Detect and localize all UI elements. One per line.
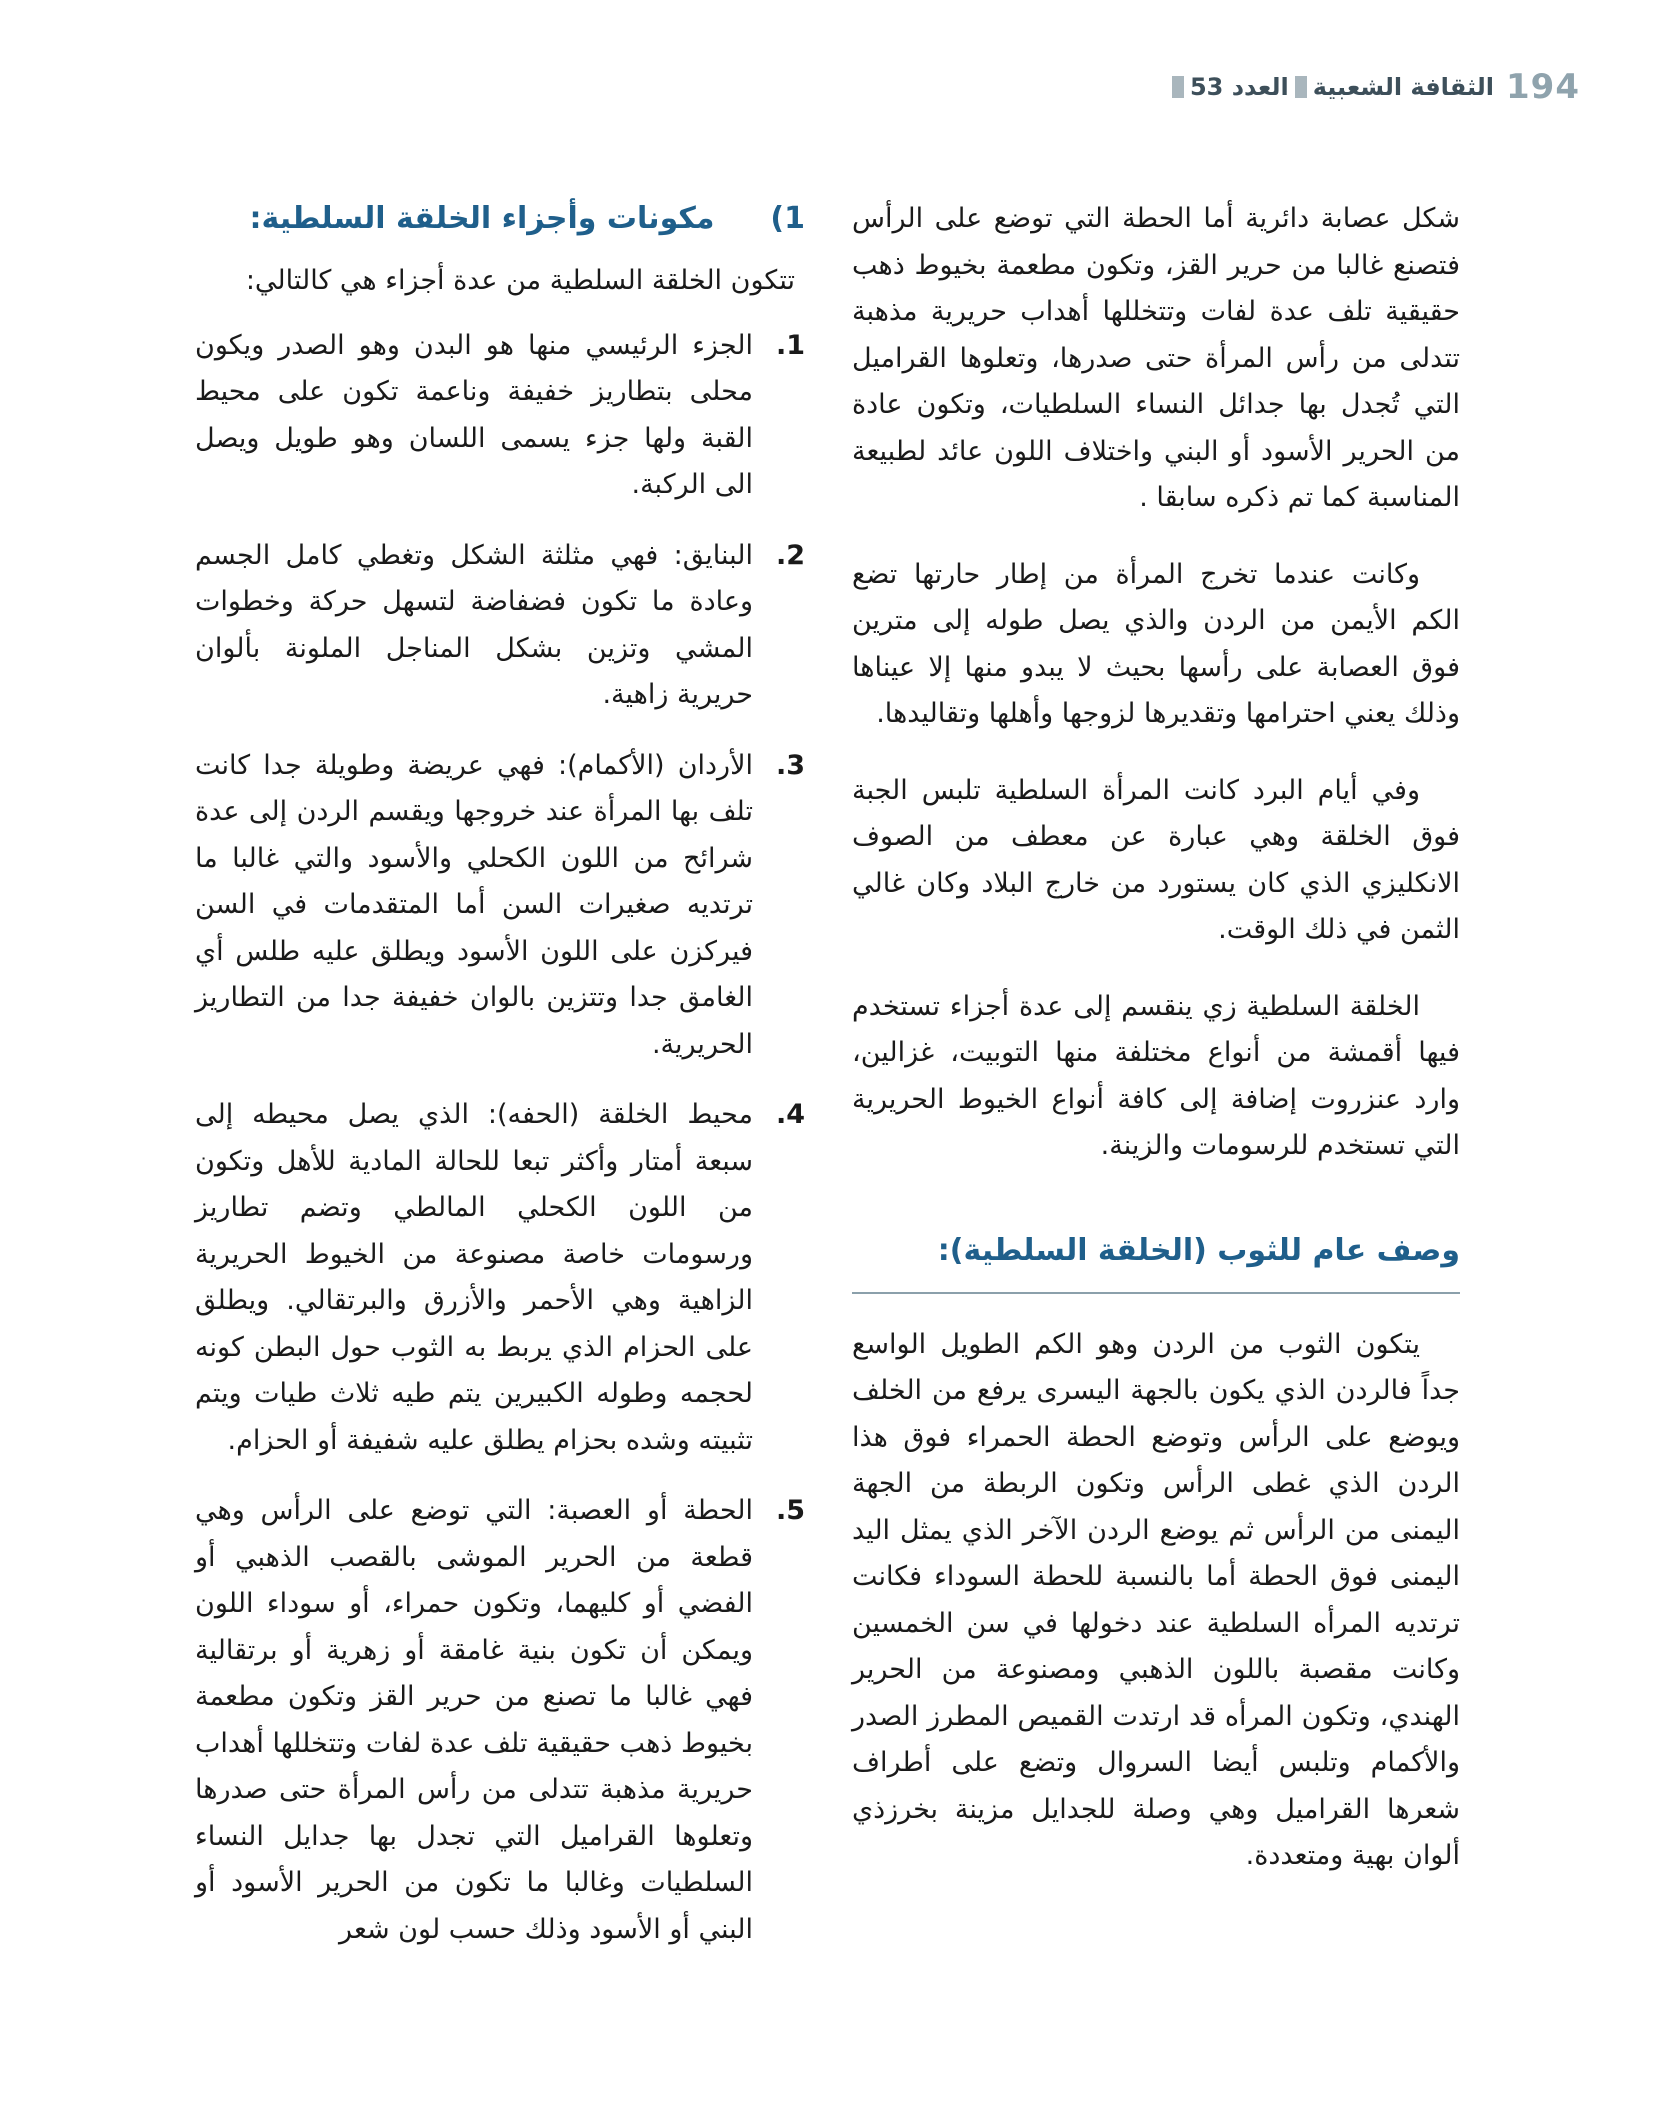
item-text: الأردان (الأكمام): فهي عريضة وطويلة جدا كانت تلف بها المرأة عند خروجها ويقسم الردن إلى عدة شرائح من اللون الكحلي والأسود والتي غالبا ما ترتديه صغيرات السن أما المتقدمات في السن فيركزن على اللون الأسود ويطلق عليه طلس أي الغامق جدا وتتزين بالوان خفيفة جدا من التطاريز الحريرية. <box>195 749 753 1060</box>
parts-list <box>195 323 805 1954</box>
item-text: الجزء الرئيسي منها هو البدن وهو الصدر ويكون محلى بتطاريز خفيفة وناعمة تكون على محيط القبة ولها جزء يسمى اللسان وهو طويل ويصل الى الركبة. <box>195 329 753 500</box>
list-item <box>195 323 805 509</box>
list-item <box>195 533 805 719</box>
item-number: 4. <box>775 1099 805 1130</box>
running-title <box>1172 73 1494 101</box>
issue-label: العدد 53 <box>1189 73 1289 101</box>
list-item <box>195 743 805 1069</box>
item-number: 1. <box>775 329 805 361</box>
item-number: 2. <box>775 539 805 571</box>
paragraph: شكل عصابة دائرية أما الحطة التي توضع على الرأس فتصنع غالبا من حرير القز، وتكون مطعمة بخيوط ذهب حقيقية تلف عدة لفات وتتخللها أهداب حريرية مذهبة تتدلى من رأس المرأة حتى صدرها، وتعلوها القراميل التي تُجدل بها جدائل النساء السلطيات، وتكون عادة من الحرير الأسود أو البني واختلاف اللون عائد لطبيعة المناسبة كما تم ذكره سابقا . <box>852 203 1460 513</box>
paragraph: وفي أيام البرد كانت المرأة السلطية تلبس الجبة فوق الخلقة وهي عبارة عن معطف من الصوف الانكليزي الذي كان يستورد من خارج البلاد وكان غالي الثمن في ذلك الوقت. <box>852 774 1460 945</box>
separator-square-icon <box>1172 76 1184 98</box>
description-paragraph: يتكون الثوب من الردن وهو الكم الطويل الواسع جداً فالردن الذي يكون بالجهة اليسرى يرفع من الخلف ويوضع على الرأس وتوضع الحطة الحمراء فوق هذا الردن الذي غطى الرأس وتكون الربطة من الجهة اليمنى من الرأس ثم يوضع الردن الآخر الذي يمثل اليد اليمنى فوق الحطة أما بالنسبة للحطة السوداء فكانت ترتديه المرأه السلطية عند دخولها في سن الخمسين وكانت مقصبة باللون الذهبي ومصنوعة من الحرير الهندي، وتكون المرأه قد ارتدت القميص المطرز الصدر والأكمام وتلبس أيضا السروال وتضع على أطراف شعرها القراميل وهي وصلة للجدايل مزينة بخرزذي ألوان بهية ومتعددة. <box>852 1328 1460 1871</box>
section-number: 1) <box>770 201 805 236</box>
section-heading: وصف عام للثوب (الخلقة السلطية): <box>937 1232 1460 1268</box>
list-item <box>195 1488 805 1953</box>
page-number: 194 <box>1506 67 1580 107</box>
paragraph: الخلقة السلطية زي ينقسم إلى عدة أجزاء تستخدم فيها أقمشة من أنواع مختلفة منها التوبيت، غزالين، وارد عنزروت إضافة إلى كافة أنواع الخيوط الحريرية التي تستخدم للرسومات والزينة. <box>852 990 1460 1161</box>
magazine-title: الثقافة الشعبية <box>1312 73 1495 101</box>
paragraph: وكانت عندما تخرج المرأة من إطار حارتها تضع الكم الأيمن من الردن والذي يصل طوله إلى مترين فوق العصابة على رأسها بحيث لا يبدو منها إلا عيناها وذلك يعني احترامها وتقديرها لزوجها وأهلها وتقاليدها. <box>852 558 1460 729</box>
left-column <box>195 196 805 1977</box>
running-header <box>1150 64 1580 110</box>
item-text: محيط الخلقة (الحفه): الذي يصل محيطه إلى سبعة أمتار وأكثر تبعا للحالة المادية للأهل وتكون من اللون الكحلي المالطي وتضم تطاريز ورسومات خاصة مصنوعة من الخيوط الحريرية الزاهية وهي الأحمر والأزرق والبرتقالي. ويطلق على الحزام الذي يربط به الثوب حول البطن كونه لحجمه وطوله الكبيرين يتم طيه ثلاث طيات ويتم تثبيته وشده بحزام يطلق عليه شفيفة أو الحزام. <box>195 1099 753 1456</box>
section-title-text: مكونات وأجزاء الخلقة السلطية: <box>249 201 715 236</box>
intro-paragraph: تتكون الخلقة السلطية من عدة أجزاء هي كالتالي: <box>245 265 795 296</box>
item-number: 3. <box>775 749 805 781</box>
separator-square-icon <box>1295 76 1307 98</box>
item-text: البنايق: فهي مثلثة الشكل وتغطي كامل الجسم وعادة ما تكون فضفاضة لتسهل حركة وخطوات المشي وتزين بشكل المناجل الملونة بألوان حريرية زاهية. <box>195 539 753 710</box>
list-item <box>195 1092 805 1464</box>
item-number: 5. <box>775 1495 805 1526</box>
heading-divider <box>852 1292 1460 1294</box>
section-title <box>195 196 805 242</box>
item-text: الحطة أو العصبة: التي توضع على الرأس وهي قطعة من الحرير الموشى بالقصب الذهبي أو الفضي أو كليهما، وتكون حمراء، أو سوداء اللون ويمكن أن تكون بنية غامقة أو زهرية أو برتقالية فهي غالبا ما تصنع من حرير القز وتكون مطعمة بخيوط ذهب حقيقية تلف عدة لفات وتتخللها أهداب حريرية مذهبة تتدلى من رأس المرأة حتى صدرها وتعلوها القراميل التي تجدل بها جدايل النساء السلطيات وغالبا ما تكون من الحرير الأسود أو البني أو الأسود وذلك حسب لون شعر <box>195 1495 753 1945</box>
right-column <box>852 196 1460 1910</box>
